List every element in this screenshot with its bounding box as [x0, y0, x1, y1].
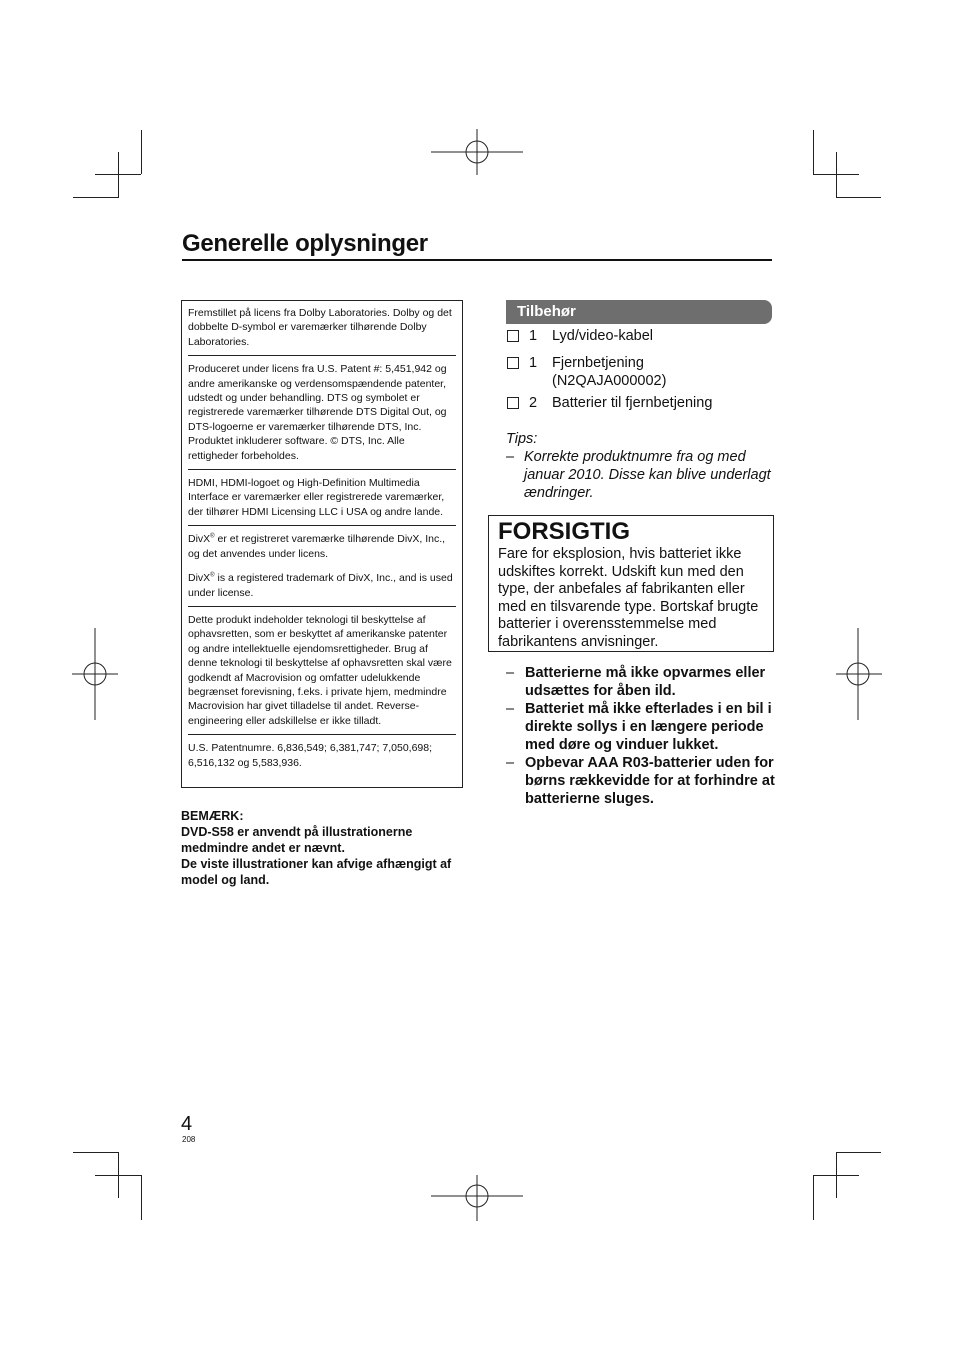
macrovision-notice: Dette produkt indeholder teknologi til beskyttelse af ophavsretten, som er beskyttet af amerikanske patenter og andre intellektuelle ejendomsrettigheder. Brug af denne teknologi til beskyttelse af ophavsretten skal være godkendt af Macrovision og omfatter udelukkende begrænset forevisning, f.eks. i private hjem, medmindre Macrovision har givet tilladelse til andet. Reverse-engineering eller adskillelse er ikke tilladt.: [188, 613, 452, 727]
accessories-heading: Tilbehør: [506, 300, 772, 324]
accessory-label: Batterier til fjernbetjening: [552, 395, 713, 411]
accessory-quantity: 2: [529, 395, 538, 411]
accessory-label: Lyd/video-kabel: [552, 328, 654, 344]
dts-notice: Produceret under licens fra U.S. Patent #: 5,451,942 og andre amerikanske og verdensomspændende patenter, udstedt og under behandling. DTS og symbolet er registrerede varemærker tilhørende DTS Digital Out, og DTS-logoerne er varemærker tilhørende DTS, Inc. Produktet inkluderer software. © DTS, Inc. Alle rettigheder forbeholdes.: [188, 363, 447, 462]
legal-section-divx: [188, 530, 456, 607]
page-number: 4: [181, 1113, 193, 1135]
divx-notice-english-text: is a registered trademark of DivX, Inc., and is used under license.: [188, 572, 453, 599]
warning-text: Opbevar AAA R03-batterier uden for børns rækkevidde for at forhindre at batterierne sluges.: [525, 755, 775, 807]
checkbox[interactable]: [507, 330, 519, 342]
page-subnumber: 208: [182, 1135, 196, 1144]
registered-mark: ®: [210, 533, 215, 540]
checkbox[interactable]: [507, 397, 519, 409]
divx-brand: DivX: [188, 533, 211, 546]
registration-mark-top: [431, 129, 523, 175]
registration-mark-right: [836, 628, 882, 720]
accessory-item: [506, 354, 772, 390]
divx-notice-english: [188, 571, 456, 600]
warning-item: [506, 700, 778, 754]
patents-notice: U.S. Patentnumre. 6,836,549; 6,381,747; 7,050,698; 6,516,132 og 5,583,936.: [188, 742, 433, 769]
tips-label: Tips:: [506, 431, 538, 447]
page-title: Generelle oplysninger: [182, 230, 772, 261]
accessory-label: [552, 354, 666, 390]
note-heading: BEMÆRK:: [181, 809, 244, 823]
battery-warnings: [506, 664, 778, 808]
legal-section-dolby: [188, 304, 456, 356]
caution-box: [488, 515, 774, 652]
accessory-item: [506, 394, 772, 412]
warning-dash: –: [506, 755, 515, 771]
registration-mark-left: [72, 628, 118, 720]
tips-block: [506, 430, 776, 502]
legal-notices-box: [181, 300, 463, 788]
legal-section-macrovision: [188, 611, 456, 735]
note-line: De viste illustrationer kan afvige afhængigt af model og land.: [181, 857, 452, 887]
note-line: DVD-S58 er anvendt på illustrationerne medmindre andet er nævnt.: [181, 825, 413, 855]
warning-dash: –: [506, 665, 515, 681]
warning-text: Batteriet må ikke efterlades i en bil i direkte sollys i en længere periode med døre og vinduer lukket.: [525, 701, 772, 753]
warning-dash: –: [506, 701, 515, 717]
accessory-item: [506, 327, 772, 345]
divx-notice-danish-text: er et registreret varemærke tilhørende DivX, Inc., og det anvendes under licens.: [188, 533, 446, 560]
tips-item: [506, 448, 776, 502]
caution-text: Fare for eksplosion, hvis batteriet ikke udskiftes korrekt. Udskift kun med den type, der anbefales af fabrikanten eller med en tilsvarende type. Bortskaf brugte batterier i overensstemmelse med fabrikantens anvisninger.: [498, 546, 759, 650]
legal-section-patents: [188, 739, 456, 776]
dolby-notice: Fremstillet på licens fra Dolby Laboratories. Dolby og det dobbelte D-symbol er varemærker tilhørende Dolby Laboratories.: [188, 307, 452, 348]
note-block: [181, 808, 471, 888]
warning-item: [506, 664, 778, 700]
accessory-label-text: Fjernbetjening: [552, 355, 644, 371]
legal-section-dts: [188, 360, 456, 470]
divx-brand: DivX: [188, 572, 211, 585]
accessory-part-number: (N2QAJA000002): [552, 373, 667, 389]
tips-text: Korrekte produktnumre fra og med januar 2010. Disse kan blive underlagt ændringer.: [524, 449, 771, 501]
caution-title: FORSIGTIG: [498, 518, 630, 545]
registered-mark: ®: [210, 572, 215, 579]
checkbox[interactable]: [507, 357, 519, 369]
warning-text: Batterierne må ikke opvarmes eller udsættes for åben ild.: [525, 665, 766, 699]
hdmi-notice: HDMI, HDMI-logoet og High-Definition Multimedia Interface er varemærker eller registrerede varemærker, der tilhører HDMI Licensing LLC i USA og andre lande.: [188, 477, 445, 518]
accessory-quantity: 1: [529, 328, 538, 344]
tips-dash: –: [506, 449, 515, 465]
warning-item: [506, 754, 778, 808]
legal-section-hdmi: [188, 474, 456, 526]
divx-notice-danish: [188, 532, 456, 561]
registration-mark-bottom: [431, 1175, 523, 1221]
accessory-quantity: 1: [529, 355, 538, 371]
